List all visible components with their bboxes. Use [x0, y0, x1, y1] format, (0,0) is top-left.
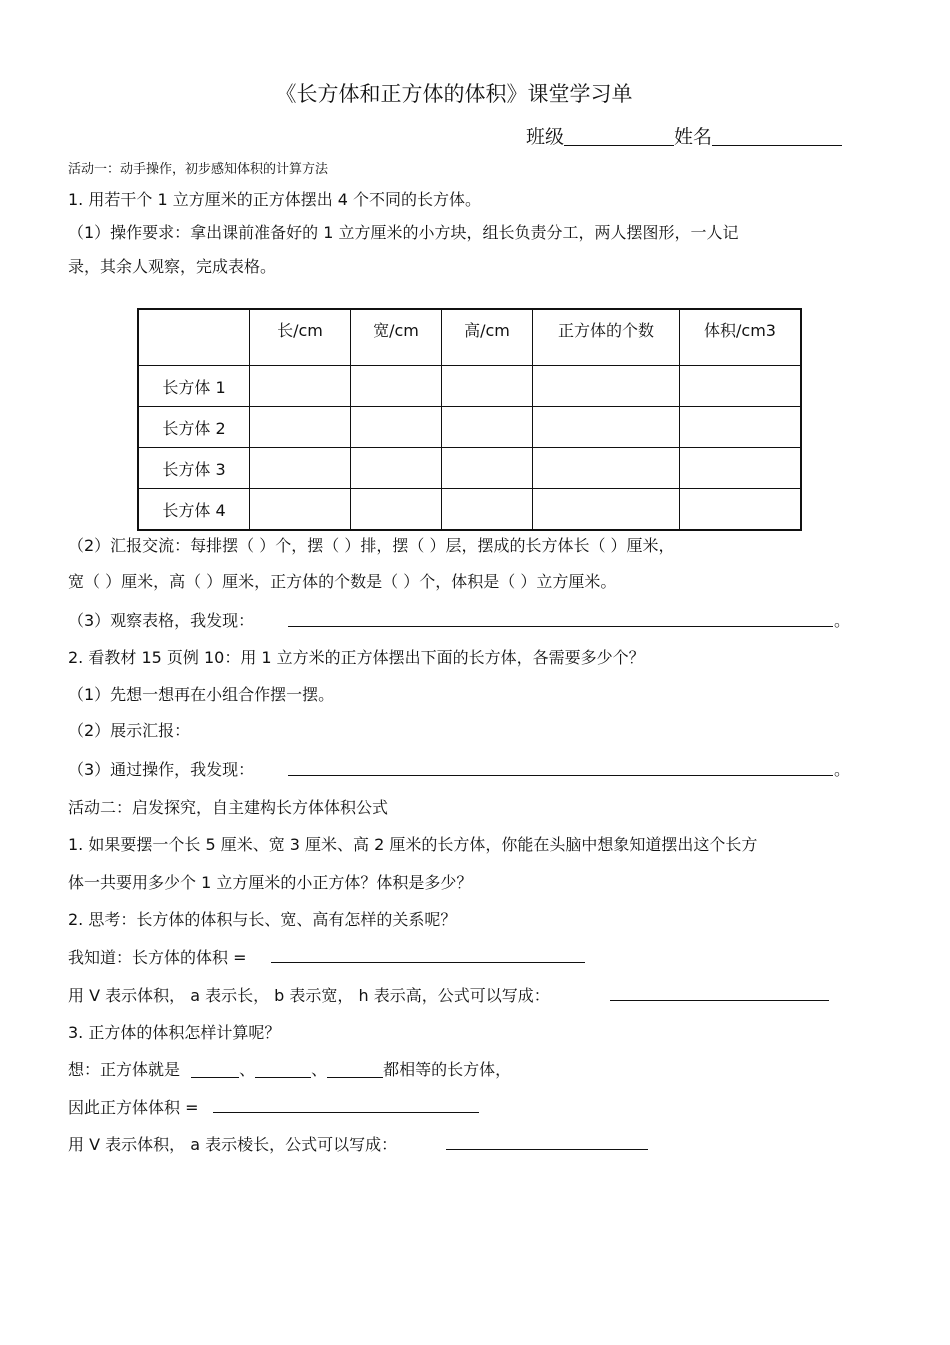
- table-cell[interactable]: [250, 489, 351, 531]
- name-label: 姓名: [674, 126, 713, 148]
- table-row-label: 长方体 3: [138, 448, 250, 489]
- cube-formula-answer-line[interactable]: [446, 1149, 648, 1150]
- report-line1: （2）汇报交流：每排摆（ ）个，摆（ ）排，摆（ ）层，摆成的长方体长（ ）厘米，: [68, 536, 675, 555]
- table-cell[interactable]: [533, 448, 680, 489]
- separator: 、: [311, 1060, 328, 1079]
- class-input-line[interactable]: [564, 127, 674, 146]
- operation-requirement-line1: （1）操作要求：拿出课前准备好的 1 立方厘米的小方块，组长负责分工，两人摆图形，一人记: [68, 223, 739, 242]
- activity1-question2: 2. 看教材 15 页例 10：用 1 立方米的正方体摆出下面的长方体，各需要多少个？: [68, 648, 645, 667]
- table-header-cell: 长/cm: [250, 309, 351, 366]
- table-row-label: 长方体 2: [138, 407, 250, 448]
- table-cell[interactable]: [680, 448, 802, 489]
- table-cell[interactable]: [533, 489, 680, 531]
- table-cell[interactable]: [250, 448, 351, 489]
- table-header-cell: [138, 309, 250, 366]
- cube-blank-1[interactable]: [191, 1059, 239, 1078]
- observe-period: 。: [834, 611, 851, 630]
- question2-step2: （2）展示汇报：: [68, 721, 191, 740]
- table-row-label: 长方体 1: [138, 366, 250, 407]
- discover-answer-line[interactable]: [288, 775, 833, 776]
- table-cell[interactable]: [351, 489, 442, 531]
- table-header-cell: 高/cm: [442, 309, 533, 366]
- cube-volume-answer-line[interactable]: [213, 1112, 479, 1113]
- table-row: [138, 366, 801, 407]
- table-cell[interactable]: [442, 366, 533, 407]
- table-cell[interactable]: [442, 489, 533, 531]
- table-cell[interactable]: [442, 448, 533, 489]
- table-header-cell: 体积/cm3: [680, 309, 802, 366]
- cube-blank-3[interactable]: [327, 1059, 383, 1078]
- table-header-cell: 宽/cm: [351, 309, 442, 366]
- table-row-label: 长方体 4: [138, 489, 250, 531]
- observe-answer-line[interactable]: [288, 626, 833, 627]
- cuboid-volume-prompt: 我知道：长方体的体积 =: [68, 948, 247, 967]
- class-label: 班级: [526, 126, 565, 148]
- name-input-line[interactable]: [712, 127, 842, 146]
- discover-period: 。: [834, 760, 851, 779]
- cube-volume-prompt: 因此正方体体积 =: [68, 1098, 199, 1117]
- table-cell[interactable]: [533, 407, 680, 448]
- table-cell[interactable]: [680, 489, 802, 531]
- think-prefix: 想：正方体就是: [68, 1060, 181, 1079]
- table-cell[interactable]: [250, 366, 351, 407]
- activity2-question1-line1: 1. 如果要摆一个长 5 厘米、宽 3 厘米、高 2 厘米的长方体，你能在头脑中想象知道摆出这个长方: [68, 835, 758, 854]
- cube-blank-2[interactable]: [255, 1059, 311, 1078]
- table-row: [138, 489, 801, 531]
- operation-requirement-line2: 录，其余人观察，完成表格。: [68, 257, 277, 276]
- cube-formula-prompt: 用 V 表示体积， a 表示棱长，公式可以写成：: [68, 1135, 398, 1154]
- question2-step3: （3）通过操作，我发现：: [68, 760, 255, 779]
- activity2-question3: 3. 正方体的体积怎样计算呢？: [68, 1023, 281, 1042]
- report-line2: 宽（ ）厘米，高（ ）厘米，正方体的个数是（ ）个，体积是（ ）立方厘米。: [68, 572, 617, 591]
- table-header-cell: 正方体的个数: [533, 309, 680, 366]
- activity2-heading: 活动二：启发探究，自主建构长方体体积公式: [68, 798, 389, 817]
- activity1-question1: 1. 用若干个 1 立方厘米的正方体摆出 4 个不同的长方体。: [68, 190, 482, 209]
- table-cell[interactable]: [351, 366, 442, 407]
- activity2-question1-line2: 体一共要用多少个 1 立方厘米的小正方体？体积是多少？: [68, 873, 473, 892]
- cube-think-line: [68, 1057, 511, 1080]
- table-cell[interactable]: [351, 448, 442, 489]
- page-title: 《长方体和正方体的体积》课堂学习单: [275, 82, 633, 106]
- separator: 、: [239, 1060, 256, 1079]
- table-cell[interactable]: [680, 366, 802, 407]
- activity1-heading: 活动一：动手操作，初步感知体积的计算方法: [68, 162, 329, 177]
- table-cell[interactable]: [442, 407, 533, 448]
- table-cell[interactable]: [351, 407, 442, 448]
- class-field: [526, 122, 842, 149]
- table-header-row: [138, 309, 801, 366]
- question2-step1: （1）先想一想再在小组合作摆一摆。: [68, 685, 335, 704]
- record-table: [137, 308, 802, 531]
- table-cell[interactable]: [533, 366, 680, 407]
- cuboid-formula-prompt: 用 V 表示体积， a 表示长， b 表示宽， h 表示高，公式可以写成：: [68, 986, 550, 1005]
- cuboid-formula-answer-line[interactable]: [610, 1000, 829, 1001]
- table-row: [138, 407, 801, 448]
- cuboid-volume-answer-line[interactable]: [271, 962, 585, 963]
- think-suffix: 都相等的长方体，: [383, 1060, 512, 1079]
- table-row: [138, 448, 801, 489]
- table-cell[interactable]: [250, 407, 351, 448]
- observe-prompt: （3）观察表格，我发现：: [68, 611, 255, 630]
- activity2-question2: 2. 思考：长方体的体积与长、宽、高有怎样的关系呢？: [68, 910, 457, 929]
- table-cell[interactable]: [680, 407, 802, 448]
